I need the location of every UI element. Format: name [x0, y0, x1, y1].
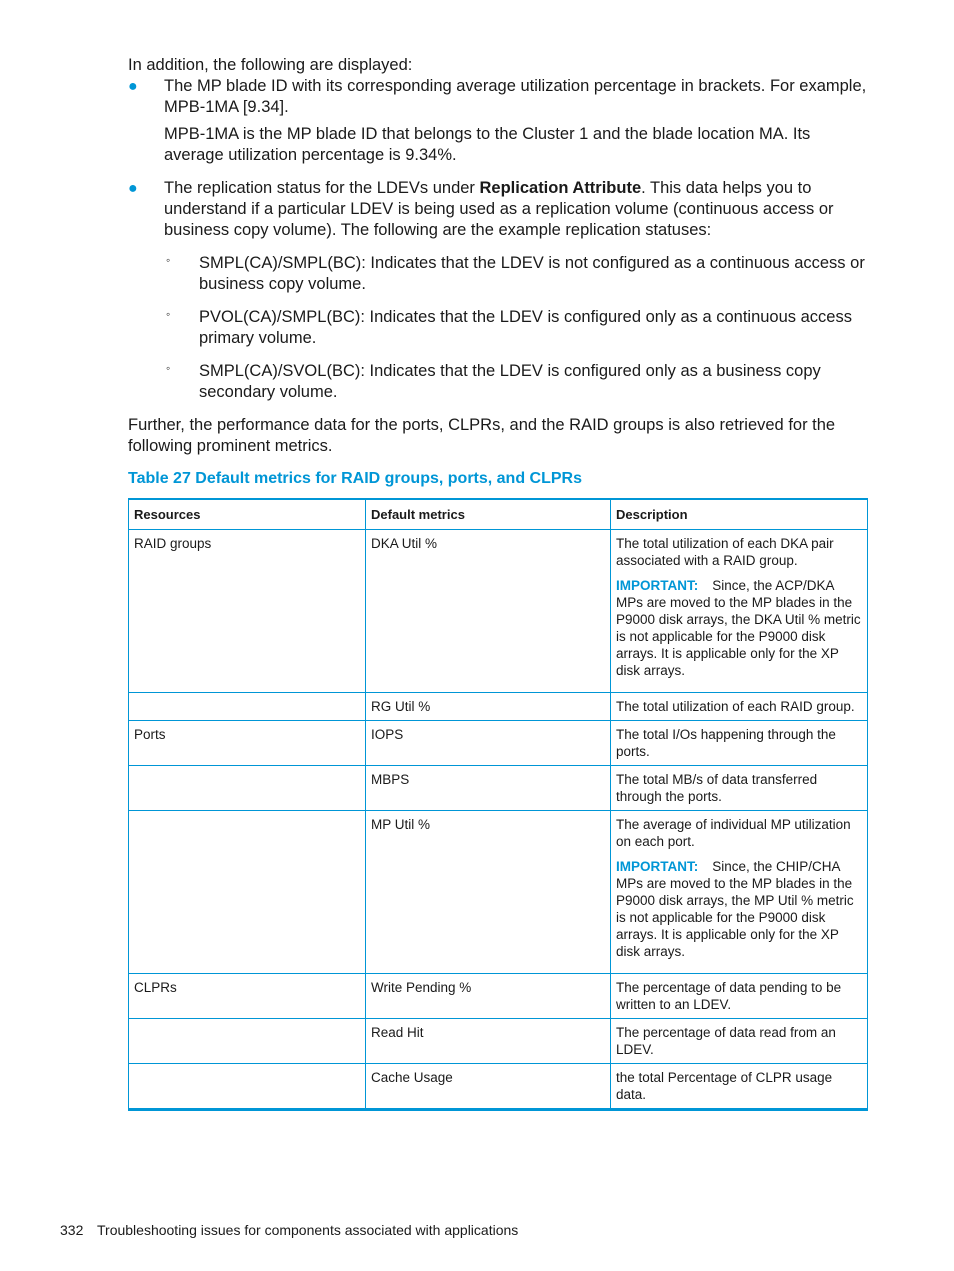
cell-description: The total I/Os happening through the ports.: [611, 721, 868, 766]
cell-description: The percentage of data read from an LDEV.: [611, 1019, 868, 1064]
table-row: [129, 1019, 868, 1064]
important-text: Since, the ACP/DKA MPs are moved to the MP blades in the P9000 disk arrays, the DKA Util % metric is not applicable for the P9000 disk arrays. It is applicable only for the XP disk arrays.: [616, 578, 861, 678]
header-default-metrics: Default metrics: [366, 499, 611, 530]
bullet-text-pre: The replication status for the LDEVs under: [164, 179, 480, 197]
cell-description: The percentage of data pending to be written to an LDEV.: [611, 974, 868, 1019]
sub-bullet-text: SMPL(CA)/SMPL(BC): Indicates that the LDEV is not configured as a continuous access or business copy volume.: [199, 254, 865, 293]
table-title: Table 27 Default metrics for RAID groups, ports, and CLPRs: [128, 470, 582, 487]
cell-metric: MP Util %: [366, 811, 611, 974]
footer-title: Troubleshooting issues for components associated with applications: [97, 1222, 519, 1238]
intro-paragraph: In addition, the following are displayed:: [128, 56, 413, 74]
sub-bullet-item: [164, 361, 868, 403]
page-content: [128, 55, 868, 1111]
metrics-table: [128, 498, 868, 1111]
table-row: [129, 766, 868, 811]
important-label: IMPORTANT:: [616, 859, 699, 874]
cell-metric: RG Util %: [366, 693, 611, 721]
header-description: Description: [611, 499, 868, 530]
bullet-icon: ●: [128, 180, 138, 197]
ring-bullet-icon: ◦: [166, 361, 171, 375]
sub-bullet-list: [164, 253, 868, 403]
cell-resource: [129, 1019, 366, 1064]
cell-metric: IOPS: [366, 721, 611, 766]
table-row: [129, 974, 868, 1019]
important-note: [616, 858, 862, 960]
cell-metric: DKA Util %: [366, 530, 611, 693]
bullet-text-post: . This data helps you to understand if a particular LDEV is being used as a replication volume (continuous access or business copy volume). The following are the example replication statuses:: [164, 179, 834, 239]
cell-resource: [129, 1064, 366, 1110]
sub-bullet-text: PVOL(CA)/SMPL(BC): Indicates that the LDEV is configured only as a continuous access primary volume.: [199, 308, 852, 347]
cell-metric: MBPS: [366, 766, 611, 811]
table-row: [129, 721, 868, 766]
description-text: The average of individual MP utilization on each port.: [616, 817, 851, 849]
important-note: [616, 577, 862, 679]
further-paragraph: Further, the performance data for the ports, CLPRs, and the RAID groups is also retrieved for the following prominent metrics.: [128, 416, 836, 455]
description-text: The total utilization of each DKA pair associated with a RAID group.: [616, 536, 834, 568]
sub-bullet-text: SMPL(CA)/SVOL(BC): Indicates that the LDEV is configured only as a business copy secondary volume.: [199, 362, 821, 401]
cell-metric: Write Pending %: [366, 974, 611, 1019]
ring-bullet-icon: ◦: [166, 253, 171, 267]
page-footer: [60, 1222, 518, 1238]
bullet-item-mp-blade: [128, 76, 868, 166]
bullet-text-bold: Replication Attribute: [479, 179, 642, 197]
cell-resource: Ports: [129, 721, 366, 766]
table-row: [129, 530, 868, 693]
bullet-text: [164, 178, 868, 241]
cell-resource: CLPRs: [129, 974, 366, 1019]
cell-description: The total utilization of each RAID group.: [611, 693, 868, 721]
bullet-item-replication: [128, 178, 868, 403]
cell-description: the total Percentage of CLPR usage data.: [611, 1064, 868, 1110]
cell-metric: Read Hit: [366, 1019, 611, 1064]
table-row: [129, 811, 868, 974]
cell-description: [611, 811, 868, 974]
header-resources: Resources: [129, 499, 366, 530]
bullet-icon: ●: [128, 78, 138, 95]
cell-resource: [129, 693, 366, 721]
cell-resource: [129, 811, 366, 974]
table-row: [129, 1064, 868, 1110]
important-label: IMPORTANT:: [616, 578, 699, 593]
table-header-row: [129, 499, 868, 530]
bullet-subparagraph: MPB-1MA is the MP blade ID that belongs to the Cluster 1 and the blade location MA. Its average utilization percentage is 9.34%.: [164, 125, 811, 164]
cell-resource: RAID groups: [129, 530, 366, 693]
page-number: 332: [60, 1222, 84, 1238]
bullet-text: The MP blade ID with its corresponding average utilization percentage in brackets. For example, MPB-1MA [9.34].: [164, 77, 867, 116]
sub-bullet-item: [164, 253, 868, 295]
important-text: Since, the CHIP/CHA MPs are moved to the MP blades in the P9000 disk arrays, the MP Util % metric is not applicable for the P9000 disk arrays. It is applicable only for the XP disk arrays.: [616, 859, 854, 959]
ring-bullet-icon: ◦: [166, 307, 171, 321]
sub-bullet-item: [164, 307, 868, 349]
cell-description: The total MB/s of data transferred through the ports.: [611, 766, 868, 811]
cell-resource: [129, 766, 366, 811]
bullet-list: [128, 76, 868, 403]
table-row: [129, 693, 868, 721]
cell-description: [611, 530, 868, 693]
cell-metric: Cache Usage: [366, 1064, 611, 1110]
